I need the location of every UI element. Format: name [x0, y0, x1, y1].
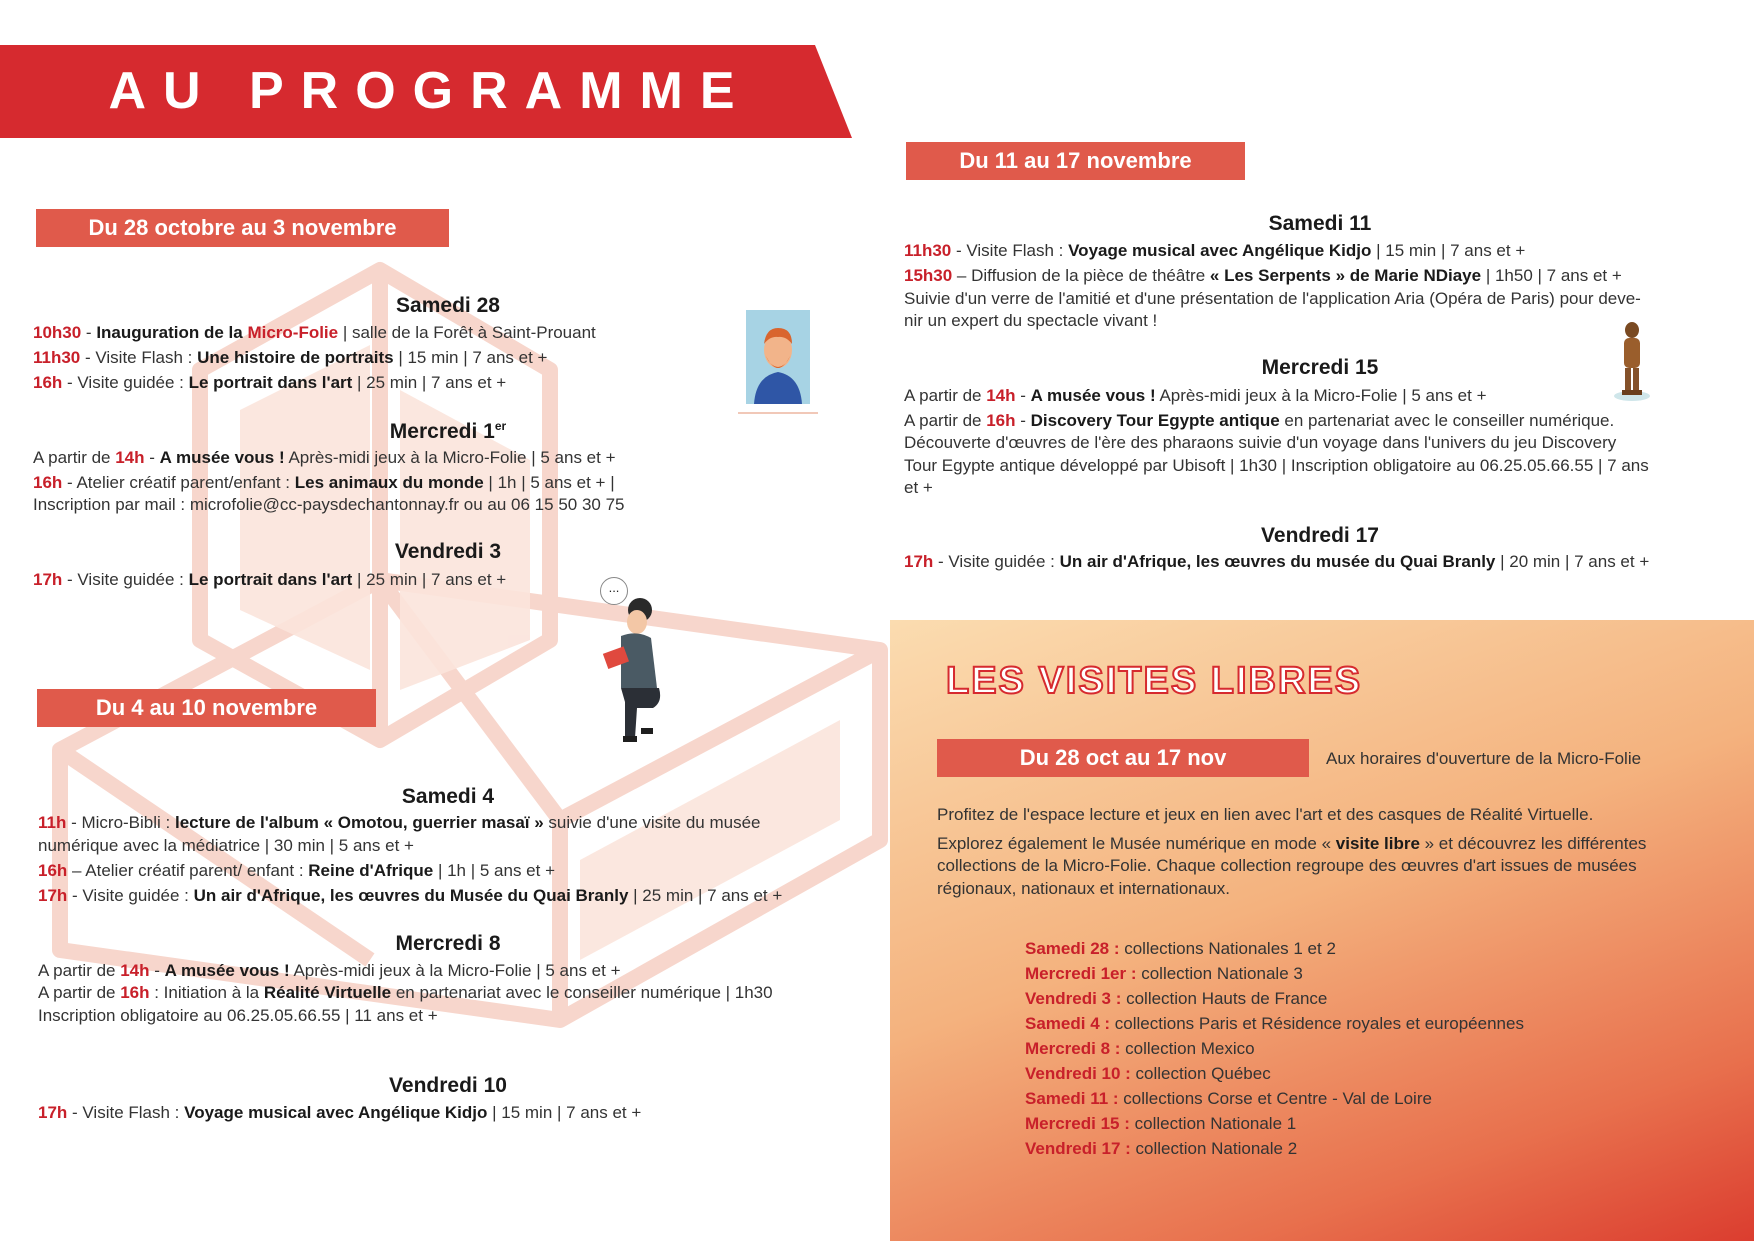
event-line: Inscription obligatoire au 06.25.05.66.55 | 11 ans et + [38, 1006, 438, 1025]
page-title: AU PROGRAMME [108, 62, 752, 120]
speech-bubble: ... [600, 577, 628, 605]
event-line: 11h30 - Visite Flash : Une histoire de portraits | 15 min | 7 ans et + [33, 348, 548, 367]
event-line: 17h - Visite guidée : Le portrait dans l'art | 25 min | 7 ans et + [33, 570, 507, 589]
event-line: Tour Egypte antique développé par Ubisoft | 1h30 | Inscription obligatoire au 06.25.05.66.55 | 7 ans [904, 456, 1649, 475]
collection-item: Samedi 11 : collections Corse et Centre - Val de Loire [1025, 1089, 1432, 1108]
day-title: Vendredi 10 [389, 1074, 507, 1097]
day-title: Mercredi 1er [389, 419, 507, 443]
day-title: Samedi 11 [1268, 212, 1372, 235]
event-line: 15h30 – Diffusion de la pièce de théâtre « Les Serpents » de Marie NDiaye | 1h50 | 7 ans et + [904, 266, 1622, 285]
event-line: 17h - Visite guidée : Un air d'Afrique, les œuvres du musée du Quai Branly | 20 min | 7 ans et + [904, 552, 1650, 571]
visites-libres-panel [890, 620, 1754, 1241]
period-label: Du 11 au 17 novembre [906, 142, 1245, 180]
event-line: et + [904, 478, 933, 497]
event-line: 16h – Atelier créatif parent/ enfant : Reine d'Afrique | 1h | 5 ans et + [38, 861, 556, 880]
day-title: Samedi 28 [396, 294, 500, 317]
day-title: Mercredi 8 [395, 932, 501, 955]
day-title: Mercredi 15 [1261, 356, 1379, 379]
event-line: A partir de 14h - A musée vous ! Après-midi jeux à la Micro-Folie | 5 ans et + [904, 386, 1487, 405]
day-title: Vendredi 17 [1261, 524, 1379, 547]
visites-libres-title: LES VISITES LIBRES [946, 660, 1363, 702]
event-line: Inscription par mail : microfolie@cc-paysdechantonnay.fr ou au 06 15 50 30 75 [33, 495, 625, 514]
period-label: Du 28 oct au 17 nov [937, 739, 1309, 777]
event-line: 16h - Atelier créatif parent/enfant : Les animaux du monde | 1h | 5 ans et + | [33, 473, 615, 492]
event-line: 11h - Micro-Bibli : lecture de l'album « Omotou, guerrier masaï » suivie d'une visite du musée [38, 813, 761, 832]
collection-item: Mercredi 1er : collection Nationale 3 [1025, 964, 1303, 983]
description-text: collections de la Micro-Folie. Chaque collection regroupe des œuvres d'art issues de musées [937, 856, 1637, 875]
collection-item: Mercredi 15 : collection Nationale 1 [1025, 1114, 1297, 1133]
opening-hours-text: Aux horaires d'ouverture de la Micro-Folie [1326, 749, 1642, 768]
collection-item: Samedi 4 : collections Paris et Résidence royales et européennes [1025, 1014, 1524, 1033]
event-line: A partir de 16h : Initiation à la Réalité Virtuelle en partenariat avec le conseiller numérique | 1h30 [38, 983, 773, 1002]
description-text: Explorez également le Musée numérique en mode « visite libre » et découvrez les différentes [937, 834, 1647, 853]
event-line: nir un expert du spectacle vivant ! [904, 311, 1158, 330]
event-line: 17h - Visite guidée : Un air d'Afrique, les œuvres du Musée du Quai Branly | 25 min | 7 ans et + [38, 886, 783, 905]
collection-item: Vendredi 3 : collection Hauts de France [1025, 989, 1328, 1008]
event-line: 10h30 - Inauguration de la Micro-Folie | salle de la Forêt à Saint-Prouant [33, 323, 596, 342]
event-line: A partir de 14h - A musée vous ! Après-midi jeux à la Micro-Folie | 5 ans et + [38, 961, 621, 980]
description-text: Profitez de l'espace lecture et jeux en lien avec l'art et des casques de Réalité Virtuelle. [937, 805, 1594, 824]
day-title: Samedi 4 [401, 785, 495, 808]
day-title: Vendredi 3 [394, 540, 502, 563]
collection-item: Samedi 28 : collections Nationales 1 et 2 [1025, 939, 1336, 958]
event-line: A partir de 16h - Discovery Tour Egypte antique en partenariat avec le conseiller numérique. [904, 411, 1615, 430]
portrait-painting-image [746, 310, 810, 404]
event-line: 11h30 - Visite Flash : Voyage musical avec Angélique Kidjo | 15 min | 7 ans et + [904, 241, 1526, 260]
period-label: Du 28 octobre au 3 novembre [36, 209, 449, 247]
event-line: 16h - Visite guidée : Le portrait dans l'art | 25 min | 7 ans et + [33, 373, 507, 392]
divider [738, 412, 818, 414]
event-line: A partir de 14h - A musée vous ! Après-midi jeux à la Micro-Folie | 5 ans et + [33, 448, 616, 467]
collection-item: Mercredi 8 : collection Mexico [1025, 1039, 1255, 1058]
event-line: 17h - Visite Flash : Voyage musical avec Angélique Kidjo | 15 min | 7 ans et + [38, 1103, 642, 1122]
reading-girl-illustration [585, 592, 675, 747]
event-line: Suivie d'un verre de l'amitié et d'une présentation de l'application Aria (Opéra de Paris) pour deve- [904, 289, 1641, 308]
collection-item: Vendredi 17 : collection Nationale 2 [1025, 1139, 1298, 1158]
event-line: Découverte d'œuvres de l'ère des pharaons suivie d'un voyage dans l'univers du jeu Discovery [904, 433, 1617, 452]
event-line: numérique avec la médiatrice | 30 min | 5 ans et + [38, 836, 414, 855]
period-label: Du 4 au 10 novembre [37, 689, 376, 727]
collection-item: Vendredi 10 : collection Québec [1025, 1064, 1271, 1083]
description-text: régionaux, nationaux et internationaux. [937, 879, 1230, 898]
